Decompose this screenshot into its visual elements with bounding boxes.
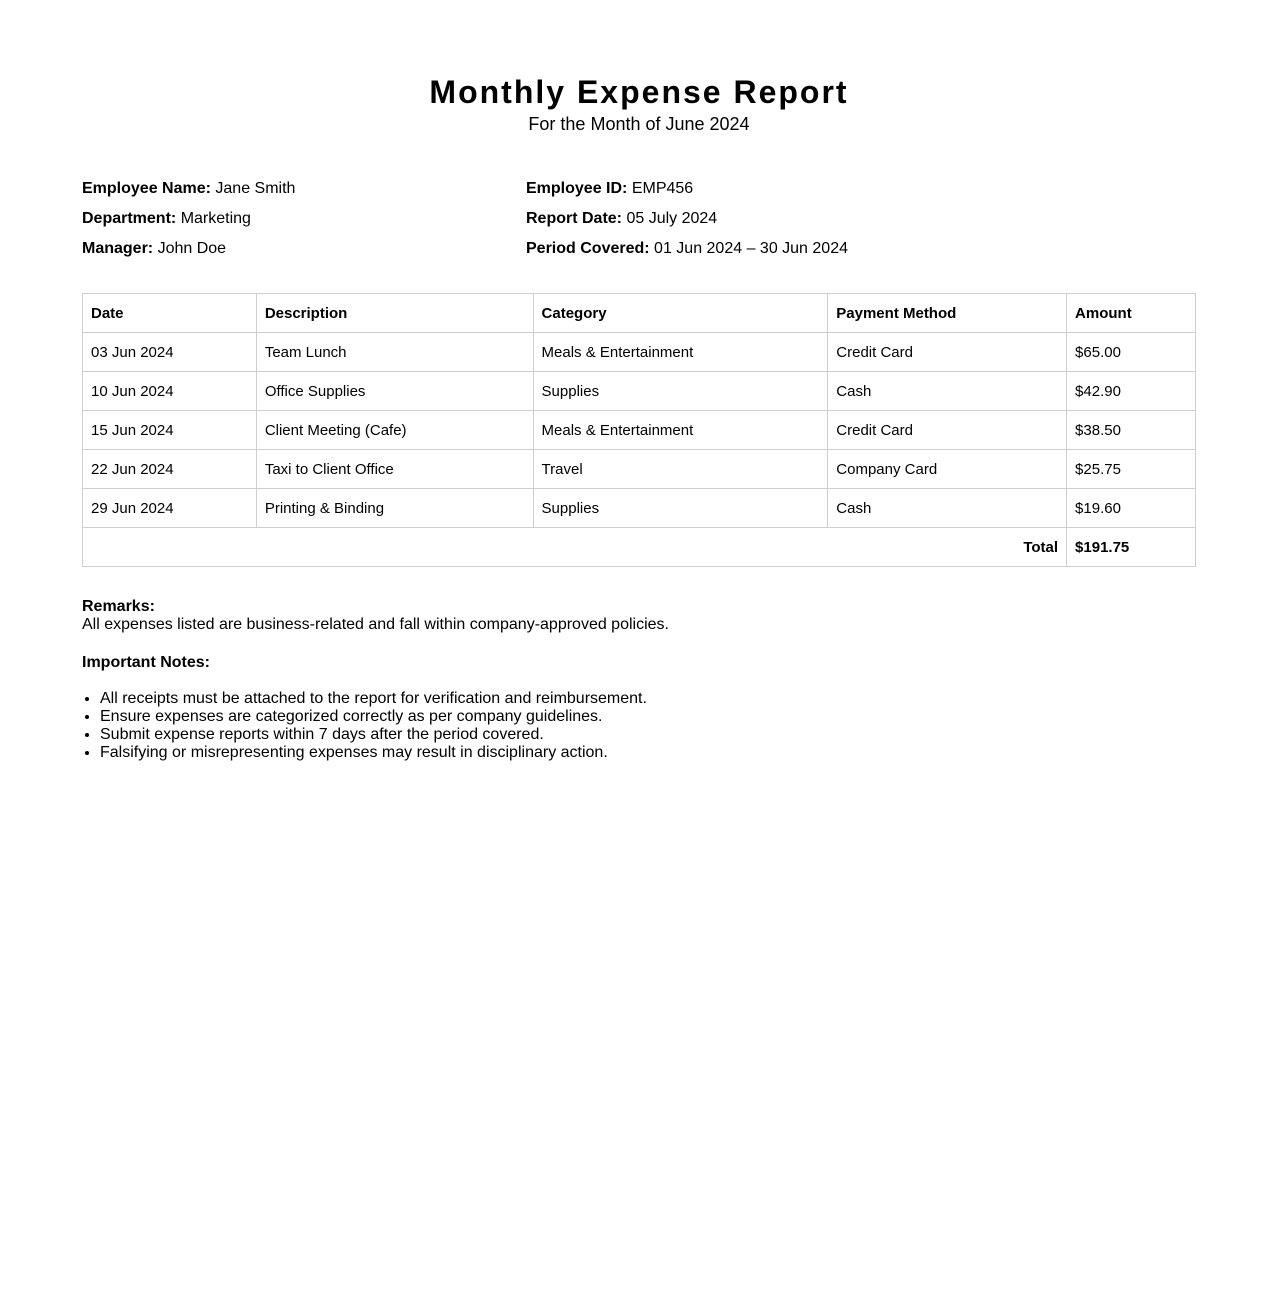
employee-info-right	[526, 178, 848, 268]
expense-report	[82, 0, 1196, 762]
employee-id-label: Employee ID:	[526, 180, 628, 197]
cell-description: Taxi to Client Office	[256, 450, 533, 489]
employee-info-left	[82, 178, 295, 268]
report-date-value: 05 July 2024	[626, 210, 718, 227]
department-value: Marketing	[180, 210, 251, 227]
employee-id-row	[526, 178, 848, 208]
total-amount: $191.75	[1067, 528, 1196, 567]
cell-description: Client Meeting (Cafe)	[256, 411, 533, 450]
cell-amount: $38.50	[1067, 411, 1196, 450]
employee-name-label: Employee Name:	[82, 180, 211, 197]
list-item: • All receipts must be attached to the report for verification and reimbursement.	[100, 690, 1196, 708]
remarks-section	[82, 598, 1196, 634]
manager-row	[82, 238, 295, 268]
employee-name-row	[82, 178, 295, 208]
employee-id-value: EMP456	[631, 180, 694, 197]
manager-value: John Doe	[157, 240, 227, 257]
cell-amount: $19.60	[1067, 489, 1196, 528]
period-covered-value: 01 Jun 2024 – 30 Jun 2024	[654, 240, 848, 257]
employee-name-value: Jane Smith	[215, 180, 296, 197]
column-header-category: Category	[533, 294, 828, 333]
cell-category: Meals & Entertainment	[533, 333, 828, 372]
cell-payment-method: Credit Card	[828, 411, 1067, 450]
cell-amount: $42.90	[1067, 372, 1196, 411]
table-row	[83, 333, 1196, 372]
cell-date: 29 Jun 2024	[83, 489, 257, 528]
department-row	[82, 208, 295, 238]
report-title: Monthly Expense Report	[429, 74, 849, 110]
important-notes-list	[82, 690, 1196, 762]
table-header-row	[83, 294, 1196, 333]
report-date-row	[526, 208, 848, 238]
cell-amount: $25.75	[1067, 450, 1196, 489]
remarks-text: All expenses listed are business-related and fall within company-approved policies.	[82, 616, 669, 633]
total-label: Total	[83, 528, 1067, 567]
department-label: Department:	[82, 210, 177, 227]
cell-date: 03 Jun 2024	[83, 333, 257, 372]
period-covered-row	[526, 238, 848, 268]
cell-category: Meals & Entertainment	[533, 411, 828, 450]
table-row	[83, 372, 1196, 411]
expense-table	[82, 293, 1196, 567]
table-row	[83, 411, 1196, 450]
list-item: • Submit expense reports within 7 days after the period covered.	[100, 726, 1196, 744]
cell-description: Office Supplies	[256, 372, 533, 411]
cell-date: 15 Jun 2024	[83, 411, 257, 450]
list-item: • Falsifying or misrepresenting expenses may result in disciplinary action.	[100, 744, 1196, 762]
column-header-date: Date	[83, 294, 257, 333]
cell-amount: $65.00	[1067, 333, 1196, 372]
important-notes-label: Important Notes:	[82, 654, 210, 671]
cell-category: Travel	[533, 450, 828, 489]
cell-category: Supplies	[533, 489, 828, 528]
report-subtitle: For the Month of June 2024	[528, 114, 750, 134]
list-item: • Ensure expenses are categorized correctly as per company guidelines.	[100, 708, 1196, 726]
cell-payment-method: Cash	[828, 489, 1067, 528]
remarks-label: Remarks:	[82, 598, 155, 615]
period-covered-label: Period Covered:	[526, 240, 650, 257]
employee-info	[82, 178, 1196, 268]
table-row	[83, 450, 1196, 489]
manager-label: Manager:	[82, 240, 154, 257]
cell-description: Team Lunch	[256, 333, 533, 372]
table-row	[83, 489, 1196, 528]
cell-payment-method: Credit Card	[828, 333, 1067, 372]
cell-payment-method: Cash	[828, 372, 1067, 411]
total-row	[83, 528, 1196, 567]
column-header-amount: Amount	[1067, 294, 1196, 333]
cell-date: 10 Jun 2024	[83, 372, 257, 411]
column-header-payment-method: Payment Method	[828, 294, 1067, 333]
cell-payment-method: Company Card	[828, 450, 1067, 489]
cell-date: 22 Jun 2024	[83, 450, 257, 489]
cell-category: Supplies	[533, 372, 828, 411]
cell-description: Printing & Binding	[256, 489, 533, 528]
report-date-label: Report Date:	[526, 210, 623, 227]
column-header-description: Description	[256, 294, 533, 333]
